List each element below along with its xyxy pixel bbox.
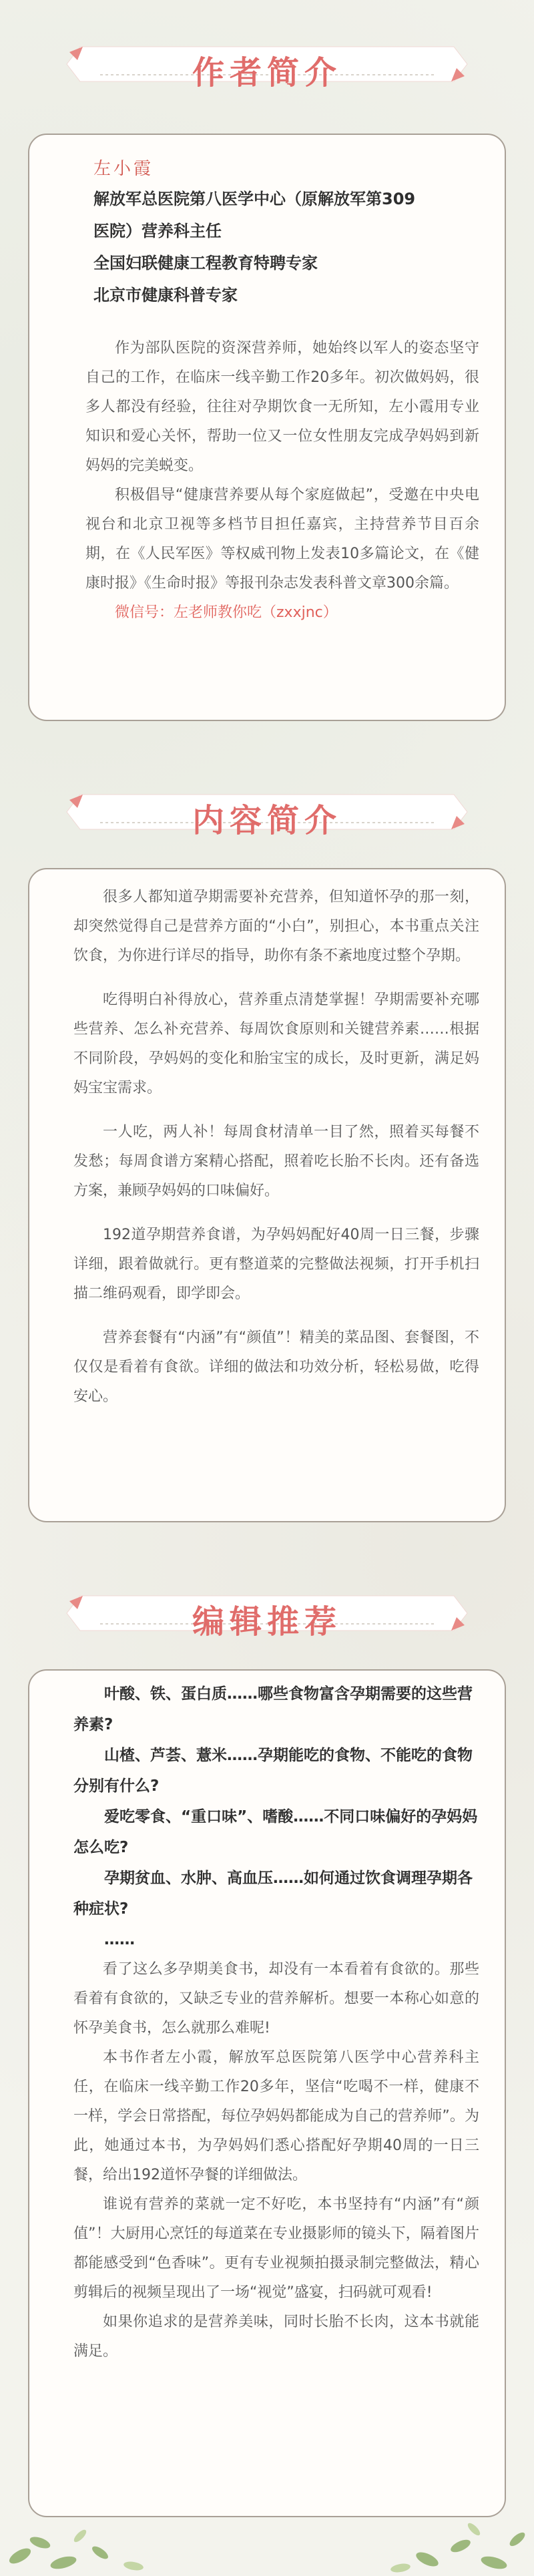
editor-body (73, 1679, 479, 2366)
content-body (73, 883, 479, 1412)
author-section-title: 作者简介 (192, 54, 342, 91)
author-titles (93, 183, 481, 311)
editor-question: 爱吃零食、“重口味”、嗜酸……不同口味偏好的孕妈妈怎么吃? (73, 1808, 478, 1856)
author-section-banner (53, 33, 481, 95)
author-bio (85, 334, 479, 628)
editor-question: 山楂、芦荟、薏米……孕期能吃的食物、不能吃的食物分别有什么? (73, 1747, 473, 1795)
content-paragraph: 吃得明白补得放心，营养重点清楚掌握！孕期需要补充哪些营养、怎么补充营养、每周饮食原则和关键营养素……根据不同阶段，孕妈妈的变化和胎宝宝的成长，及时更新，满足妈妈宝宝需求。 (73, 992, 479, 1096)
editor-paragraph: 如果你追求的是营养美味，同时长胎不长肉，这本书就能满足。 (73, 2314, 479, 2360)
content-paragraph: 很多人都知道孕期需要补充营养，但知道怀孕的那一刻，却突然觉得自己是营养方面的“小白”，别担心，本书重点关注饮食，为你进行详尽的指导，助你有条不紊地度过整个孕期。 (73, 889, 480, 964)
author-title-line: 医院）营养科主任 (93, 222, 222, 240)
content-paragraph: 营养套餐有“内涵”有“颜值”！精美的菜品图、套餐图，不仅仅是看着有食欲。详细的做法和功效分析，轻松易做，吃得安心。 (73, 1329, 479, 1405)
editor-question: 孕期贫血、水肿、高血压……如何通过饮食调理孕期各种症状? (73, 1870, 473, 1918)
author-name: 左小霞 (93, 159, 154, 179)
content-section-title: 内容简介 (192, 802, 342, 839)
editor-paragraph: 看了这么多孕期美食书，却没有一本看着有食欲的。那些看着有食欲的，又缺乏专业的营养解析。想要一本称心如意的怀孕美食书，怎么就那么难呢! (73, 1961, 479, 2036)
editor-section-title: 编辑推荐 (192, 1603, 342, 1641)
author-title-line: 解放军总医院第八医学中心（原解放军第309 (93, 190, 416, 208)
content-paragraph: 一人吃，两人补！每周食材清单一目了然，照着买每餐不发愁；每周食谱方案精心搭配，照着吃长胎不长肉。还有备选方案，兼顾孕妈妈的口味偏好。 (73, 1124, 479, 1199)
editor-question-ellipsis: …… (104, 1931, 135, 1948)
author-title-line: 北京市健康科普专家 (93, 286, 238, 304)
editor-paragraph: 谁说有营养的菜就一定不好吃，本书坚持有“内涵”有“颜值”！大厨用心烹饪的每道菜在专业摄影师的镜头下，隔着图片都能感受到“色香味”。更有专业视频拍摄录制完整做法，精心剪辑后的视频呈现出了一场“视觉”盛宴，扫码就可观看! (73, 2196, 480, 2301)
leaf-decoration (0, 2496, 534, 2576)
author-wechat: 微信号：左老师教你吃（zxxjnc） (115, 604, 338, 621)
editor-question: 叶酸、铁、蛋白质……哪些食物富含孕期需要的这些营养素? (73, 1685, 473, 1733)
author-bio-paragraph: 积极倡导“健康营养要从每个家庭做起”，受邀在中央电视台和北京卫视等多档节目担任嘉宾，主持营养节目百余期，在《人民军医》等权威刊物上发表10多篇论文，在《健康时报》《生命时报》等报刊杂志发表科普文章300余篇。 (85, 487, 479, 592)
editor-section-banner (53, 1582, 481, 1644)
content-paragraph: 192道孕期营养食谱，为孕妈妈配好40周一日三餐，步骤详细，跟着做就行。更有整道菜的完整做法视频，打开手机扫描二维码观看，即学即会。 (73, 1227, 479, 1302)
author-bio-paragraph: 作为部队医院的资深营养师，她始终以军人的姿态坚守自己的工作，在临床一线辛勤工作20多年。初次做妈妈，很多人都没有经验，往往对孕期饮食一无所知，左小霞用专业知识和爱心关怀，帮助一位又一位女性朋友完成孕妈妈到新妈妈的完美蜕变。 (85, 340, 479, 474)
author-title-line: 全国妇联健康工程教育特聘专家 (93, 254, 318, 272)
editor-paragraph: 本书作者左小霞，解放军总医院第八医学中心营养科主任，在临床一线辛勤工作20多年，坚信“吃喝不一样，健康不一样，学会日常搭配，每位孕妈妈都能成为自己的营养师”。为此，她通过本书，为孕妈妈们悉心搭配好孕期40周的一日三餐，给出192道怀孕餐的详细做法。 (73, 2049, 479, 2183)
content-section-banner (53, 781, 481, 843)
